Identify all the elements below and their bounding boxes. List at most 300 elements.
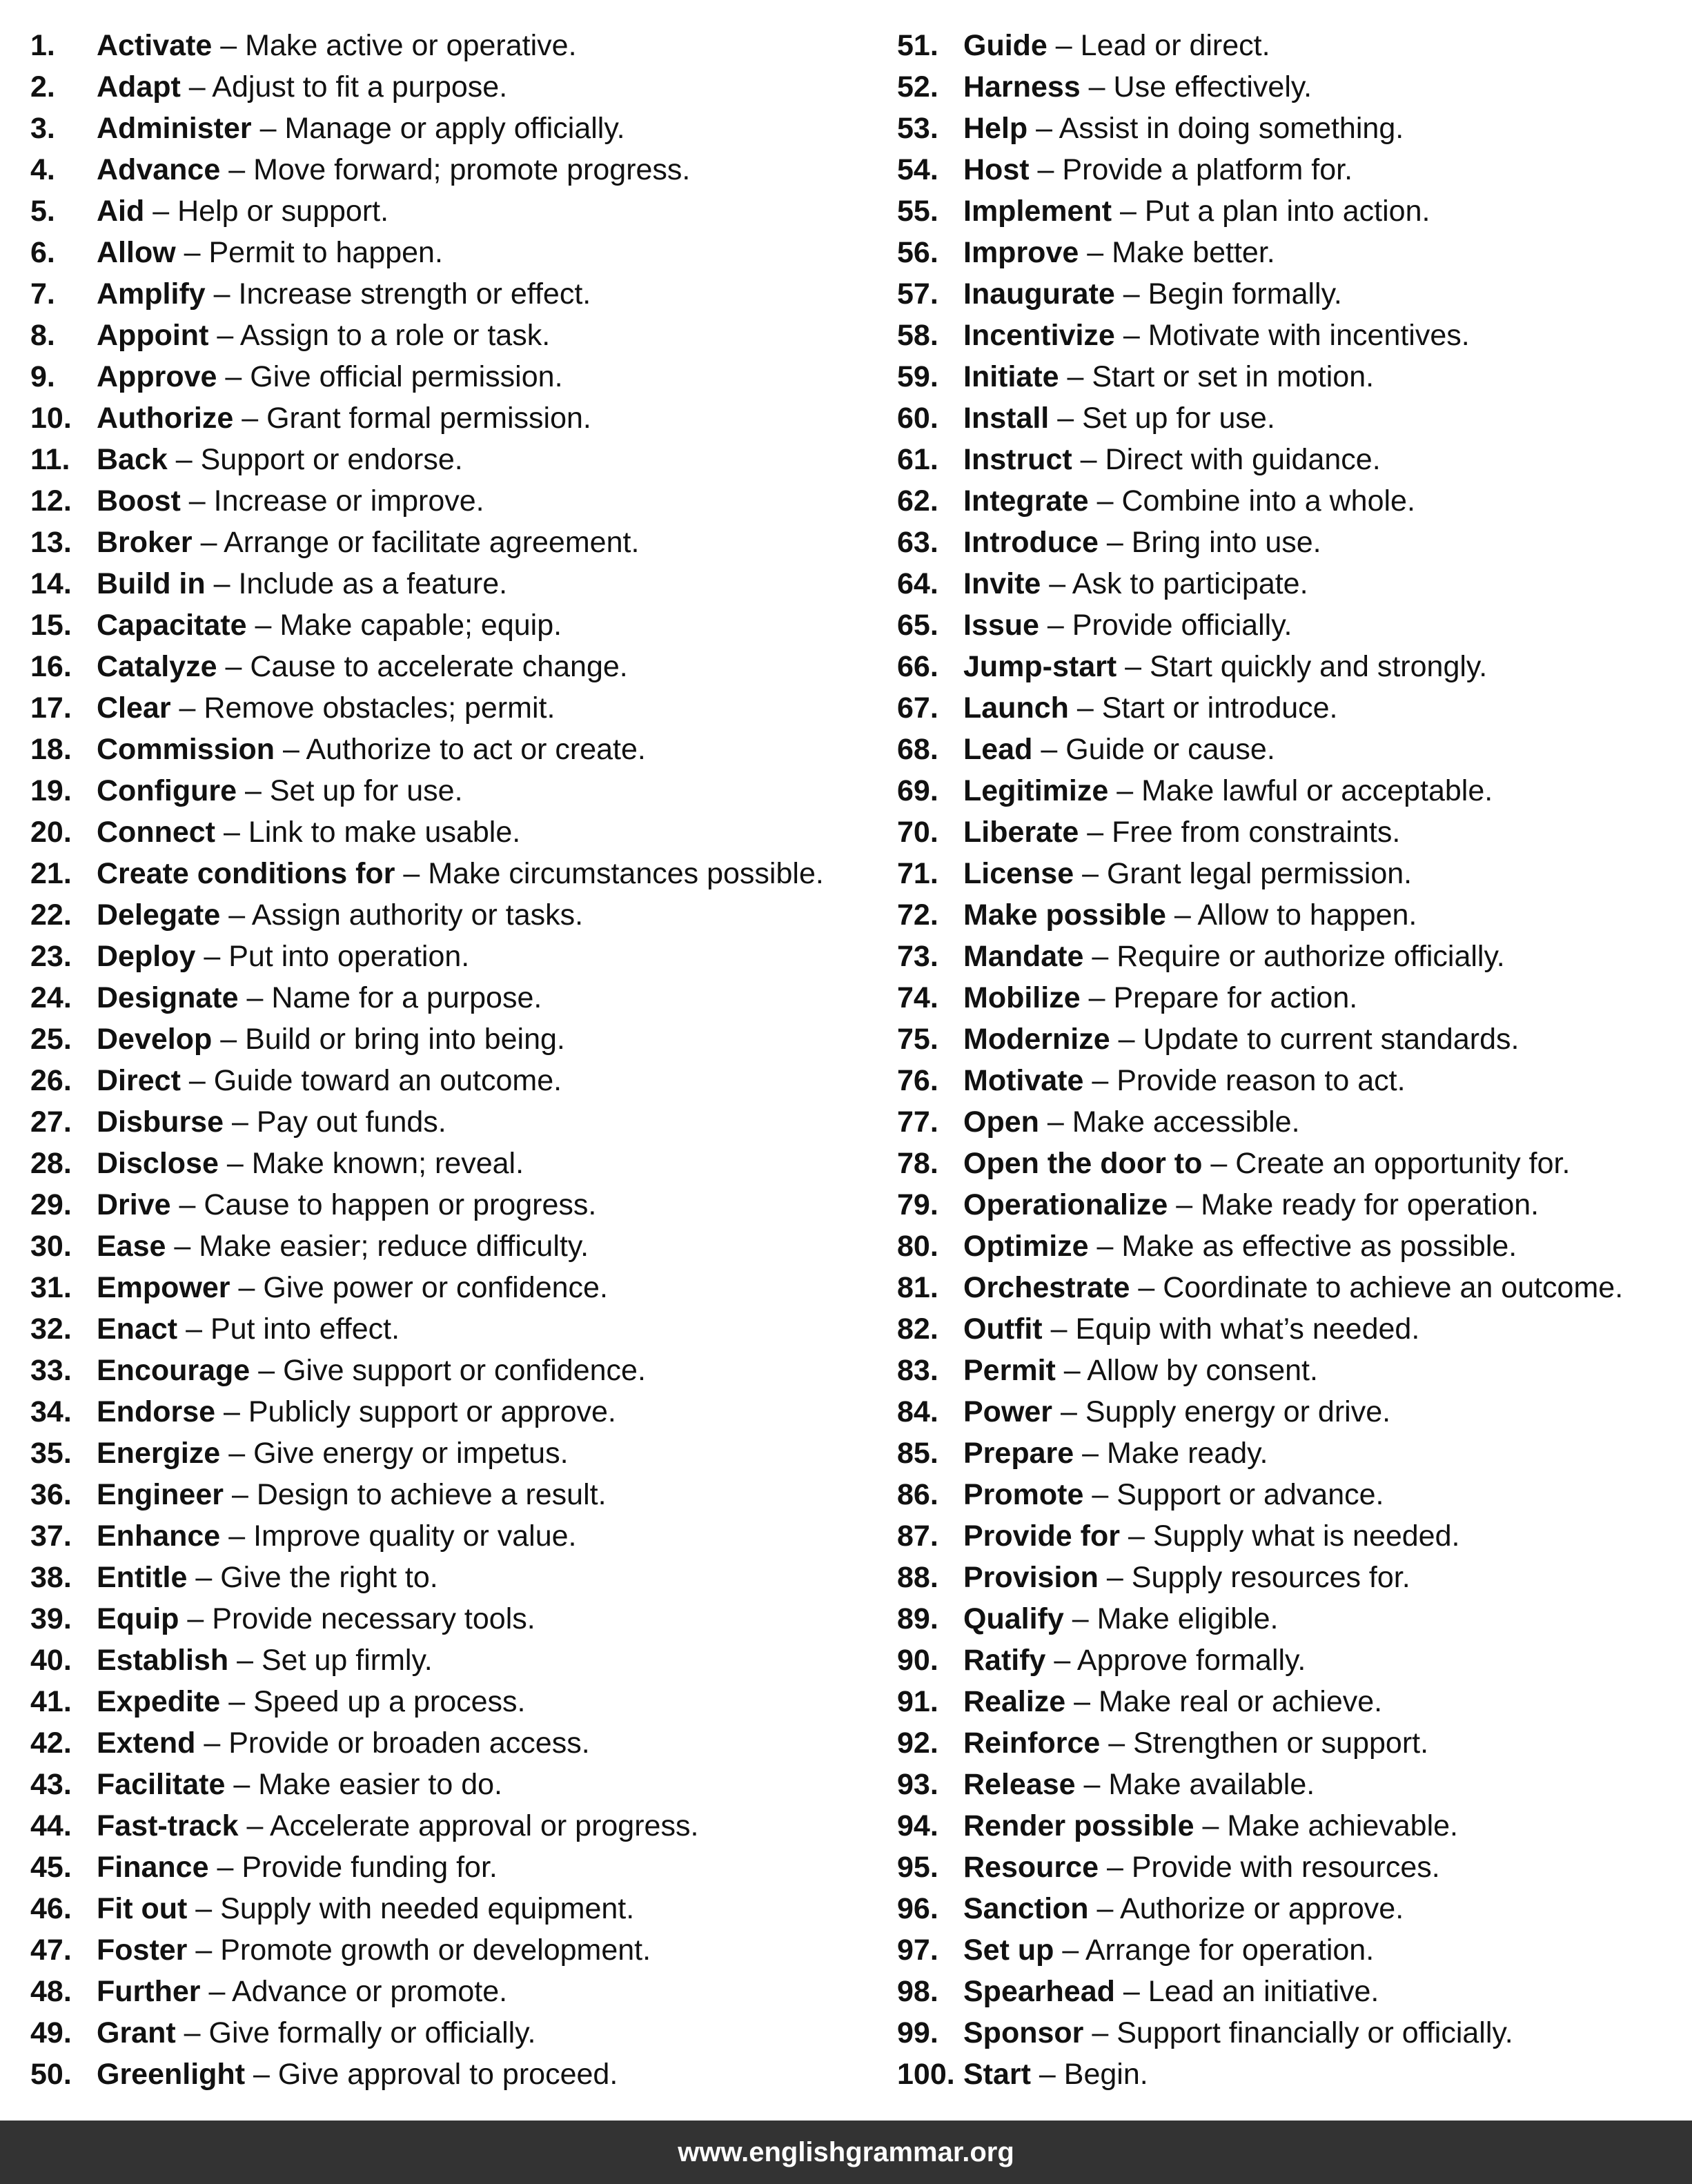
item-definition: Arrange or facilitate agreement.	[224, 526, 640, 559]
item-number: 34.	[30, 1395, 72, 1428]
item-definition: Give official permission.	[250, 360, 563, 393]
item-number: 80.	[897, 1230, 938, 1263]
item-word: Engineer	[97, 1478, 224, 1511]
footer-url[interactable]: www.englishgrammar.org	[678, 2136, 1014, 2167]
item-definition: Provide reason to act.	[1116, 1064, 1406, 1097]
item-number: 50.	[30, 2058, 72, 2091]
item-separator: –	[259, 112, 277, 145]
item-separator: –	[1106, 1851, 1123, 1884]
list-item	[30, 604, 872, 646]
item-word: Outfit	[963, 1312, 1043, 1346]
item-separator: –	[175, 443, 193, 476]
list-item	[30, 1805, 872, 1847]
item-word: Qualify	[963, 1602, 1064, 1635]
item-separator: –	[220, 1023, 237, 1056]
item-word: Provision	[963, 1561, 1099, 1594]
item-separator: –	[184, 236, 201, 269]
item-word: Create conditions for	[97, 857, 395, 890]
item-definition: Make available.	[1108, 1768, 1315, 1801]
item-separator: –	[1092, 2016, 1109, 2049]
item-number: 44.	[30, 1809, 72, 1842]
item-separator: –	[1067, 360, 1084, 393]
item-separator: –	[195, 1934, 213, 1967]
item-definition: Cause to accelerate change.	[250, 650, 628, 683]
item-definition: Make circumstances possible.	[428, 857, 824, 890]
item-number: 71.	[897, 857, 938, 890]
item-separator: –	[1088, 981, 1105, 1014]
item-word: Delegate	[97, 898, 221, 932]
item-separator: –	[1210, 1147, 1228, 1180]
item-separator: –	[228, 153, 246, 186]
item-separator: –	[1123, 1975, 1140, 2008]
item-number: 43.	[30, 1768, 72, 1801]
list-item	[30, 439, 872, 480]
item-number: 95.	[897, 1851, 938, 1884]
item-separator: –	[245, 774, 262, 807]
item-word: Sponsor	[963, 2016, 1084, 2049]
item-separator: –	[237, 1644, 254, 1677]
item-word: Configure	[97, 774, 237, 807]
item-number: 19.	[30, 774, 72, 807]
item-separator: –	[225, 360, 242, 393]
item-separator: –	[1054, 1644, 1071, 1677]
item-definition: Make eligible.	[1096, 1602, 1279, 1635]
item-number: 26.	[30, 1064, 72, 1097]
item-number: 49.	[30, 2016, 72, 2049]
item-definition: Prepare for action.	[1113, 981, 1358, 1014]
item-word: Power	[963, 1395, 1053, 1428]
item-number: 67.	[897, 691, 938, 725]
item-word: Optimize	[963, 1230, 1089, 1263]
item-word: Broker	[97, 526, 193, 559]
list-item	[897, 315, 1684, 356]
list-item	[897, 1143, 1684, 1184]
item-word: Clear	[97, 691, 171, 725]
item-separator: –	[1096, 484, 1114, 518]
item-definition: Accelerate approval or progress.	[269, 1809, 699, 1842]
item-number: 36.	[30, 1478, 72, 1511]
list-item	[30, 770, 872, 811]
list-item	[897, 1267, 1684, 1308]
item-number: 97.	[897, 1934, 938, 1967]
item-number: 63.	[897, 526, 938, 559]
list-item	[897, 439, 1684, 480]
item-separator: –	[233, 1768, 250, 1801]
list-item	[30, 1226, 872, 1267]
list-item	[30, 1847, 872, 1888]
item-number: 45.	[30, 1851, 72, 1884]
item-number: 41.	[30, 1685, 72, 1718]
item-separator: –	[1096, 1230, 1114, 1263]
item-separator: –	[174, 1230, 191, 1263]
item-definition: Give formally or officially.	[208, 2016, 536, 2049]
list-item	[897, 1888, 1684, 1929]
item-number: 8.	[30, 319, 55, 352]
item-definition: Put into effect.	[210, 1312, 400, 1346]
list-item	[30, 729, 872, 770]
item-separator: –	[1118, 1023, 1135, 1056]
item-definition: Support or advance.	[1116, 1478, 1384, 1511]
list-item	[30, 563, 872, 604]
list-item	[897, 1226, 1684, 1267]
item-definition: Approve formally.	[1076, 1644, 1306, 1677]
item-definition: Give energy or impetus.	[253, 1437, 569, 1470]
item-word: Deploy	[97, 940, 196, 973]
item-definition: Supply energy or drive.	[1085, 1395, 1391, 1428]
item-definition: Permit to happen.	[208, 236, 443, 269]
item-separator: –	[204, 1726, 221, 1760]
item-definition: Guide or cause.	[1065, 733, 1275, 766]
item-word: Further	[97, 1975, 201, 2008]
list-item	[897, 894, 1684, 936]
list-item	[30, 2054, 872, 2095]
item-number: 14.	[30, 567, 72, 600]
item-number: 28.	[30, 1147, 72, 1180]
item-word: Facilitate	[97, 1768, 226, 1801]
item-separator: –	[184, 2016, 201, 2049]
item-separator: –	[1138, 1271, 1155, 1304]
item-number: 22.	[30, 898, 72, 932]
item-word: Energize	[97, 1437, 221, 1470]
item-definition: Make known; reveal.	[251, 1147, 524, 1180]
item-number: 93.	[897, 1768, 938, 1801]
item-separator: –	[246, 981, 264, 1014]
item-number: 47.	[30, 1934, 72, 1967]
item-definition: Remove obstacles; permit.	[204, 691, 555, 725]
item-separator: –	[1176, 1188, 1193, 1221]
list-item	[897, 149, 1684, 190]
footer-bar	[0, 2121, 1692, 2184]
item-definition: Provide a platform for.	[1062, 153, 1353, 186]
item-word: Jump-start	[963, 650, 1117, 683]
item-number: 61.	[897, 443, 938, 476]
item-word: Aid	[97, 195, 145, 228]
item-separator: –	[1036, 112, 1053, 145]
list-item	[30, 687, 872, 729]
item-word: Capacitate	[97, 609, 247, 642]
item-definition: Provide necessary tools.	[212, 1602, 535, 1635]
item-separator: –	[195, 1892, 213, 1925]
list-item	[30, 149, 872, 190]
item-definition: Increase strength or effect.	[238, 277, 591, 311]
item-number: 37.	[30, 1519, 72, 1553]
list-item	[30, 1101, 872, 1143]
item-word: Designate	[97, 981, 239, 1014]
list-item	[897, 1515, 1684, 1557]
item-separator: –	[1080, 443, 1097, 476]
list-item	[30, 480, 872, 522]
item-number: 21.	[30, 857, 72, 890]
item-separator: –	[213, 277, 230, 311]
list-item	[897, 1350, 1684, 1391]
item-word: Inaugurate	[963, 277, 1115, 311]
item-word: Encourage	[97, 1354, 250, 1387]
item-separator: –	[1123, 319, 1140, 352]
item-separator: –	[208, 1975, 226, 2008]
list-item	[897, 1060, 1684, 1101]
item-number: 98.	[897, 1975, 938, 2008]
item-number: 62.	[897, 484, 938, 518]
item-separator: –	[217, 319, 234, 352]
item-separator: –	[225, 650, 242, 683]
item-definition: Link to make usable.	[248, 816, 521, 849]
list-item	[30, 1764, 872, 1805]
item-separator: –	[1050, 1312, 1068, 1346]
list-item	[30, 1184, 872, 1226]
item-number: 4.	[30, 153, 55, 186]
item-number: 69.	[897, 774, 938, 807]
list-item	[897, 397, 1684, 439]
item-word: Allow	[97, 236, 176, 269]
item-number: 31.	[30, 1271, 72, 1304]
item-separator: –	[1041, 733, 1058, 766]
item-separator: –	[238, 1271, 255, 1304]
item-separator: –	[228, 1685, 246, 1718]
item-word: Ratify	[963, 1644, 1046, 1677]
item-separator: –	[228, 1519, 246, 1553]
word-list-column-right	[897, 25, 1684, 2095]
item-number: 58.	[897, 319, 938, 352]
item-definition: Start quickly and strongly.	[1150, 650, 1488, 683]
item-number: 25.	[30, 1023, 72, 1056]
list-item	[897, 2054, 1684, 2095]
item-number: 46.	[30, 1892, 72, 1925]
item-word: Enact	[97, 1312, 178, 1346]
item-number: 6.	[30, 236, 55, 269]
item-separator: –	[1061, 1395, 1077, 1428]
item-word: Integrate	[963, 484, 1089, 518]
item-definition: Support financially or officially.	[1116, 2016, 1513, 2049]
item-definition: Support or endorse.	[200, 443, 463, 476]
item-word: Orchestrate	[963, 1271, 1130, 1304]
item-word: Back	[97, 443, 168, 476]
item-word: Commission	[97, 733, 275, 766]
item-separator: –	[1057, 402, 1074, 435]
item-separator: –	[1108, 1726, 1125, 1760]
item-separator: –	[1047, 1105, 1064, 1139]
item-word: Boost	[97, 484, 181, 518]
item-separator: –	[186, 1312, 202, 1346]
item-number: 82.	[897, 1312, 938, 1346]
item-word: Activate	[97, 29, 213, 62]
item-separator: –	[217, 1851, 234, 1884]
item-number: 59.	[897, 360, 938, 393]
item-definition: Allow by consent.	[1087, 1354, 1318, 1387]
list-item	[30, 315, 872, 356]
item-number: 78.	[897, 1147, 938, 1180]
item-number: 7.	[30, 277, 55, 311]
item-word: Endorse	[97, 1395, 216, 1428]
item-separator: –	[1083, 1768, 1101, 1801]
item-word: Provide for	[963, 1519, 1120, 1553]
list-item	[30, 977, 872, 1019]
item-number: 27.	[30, 1105, 72, 1139]
item-definition: Improve quality or value.	[253, 1519, 577, 1553]
item-definition: Design to achieve a result.	[256, 1478, 607, 1511]
item-word: Launch	[963, 691, 1069, 725]
item-definition: Manage or apply officially.	[284, 112, 625, 145]
item-number: 79.	[897, 1188, 938, 1221]
item-separator: –	[283, 733, 299, 766]
item-word: Disclose	[97, 1147, 219, 1180]
list-item	[30, 190, 872, 232]
item-separator: –	[246, 1809, 264, 1842]
item-word: Ease	[97, 1230, 166, 1263]
list-item	[897, 1391, 1684, 1433]
item-separator: –	[220, 29, 237, 62]
list-item	[897, 1474, 1684, 1515]
item-word: Permit	[963, 1354, 1056, 1387]
item-word: Reinforce	[963, 1726, 1101, 1760]
list-item	[897, 522, 1684, 563]
item-number: 30.	[30, 1230, 72, 1263]
item-number: 9.	[30, 360, 55, 393]
item-definition: Move forward; promote progress.	[253, 153, 691, 186]
item-number: 60.	[897, 402, 938, 435]
item-word: Host	[963, 153, 1030, 186]
item-word: Expedite	[97, 1685, 221, 1718]
list-item	[897, 1640, 1684, 1681]
item-definition: Authorize or approve.	[1120, 1892, 1404, 1925]
item-word: Finance	[97, 1851, 209, 1884]
list-item	[30, 1557, 872, 1598]
item-separator: –	[1074, 1685, 1091, 1718]
list-item	[30, 273, 872, 315]
item-definition: Pay out funds.	[256, 1105, 446, 1139]
item-separator: –	[1087, 236, 1104, 269]
item-word: Liberate	[963, 816, 1079, 849]
item-number: 87.	[897, 1519, 938, 1553]
item-number: 1.	[30, 29, 55, 62]
list-item	[897, 1971, 1684, 2012]
item-definition: Make ready for operation.	[1201, 1188, 1539, 1221]
item-word: Grant	[97, 2016, 176, 2049]
list-item	[30, 1308, 872, 1350]
item-word: Fast-track	[97, 1809, 239, 1842]
item-definition: Make capable; equip.	[279, 609, 562, 642]
item-number: 72.	[897, 898, 938, 932]
item-word: Connect	[97, 816, 215, 849]
item-definition: Motivate with incentives.	[1148, 319, 1470, 352]
item-definition: Supply with needed equipment.	[220, 1892, 635, 1925]
list-item	[30, 811, 872, 853]
item-number: 20.	[30, 816, 72, 849]
item-separator: –	[1092, 1478, 1109, 1511]
item-separator: –	[188, 1064, 206, 1097]
item-word: Modernize	[963, 1023, 1110, 1056]
list-item	[897, 1805, 1684, 1847]
item-definition: Assign authority or tasks.	[251, 898, 584, 932]
list-item	[30, 1640, 872, 1681]
item-definition: Include as a feature.	[238, 567, 508, 600]
item-definition: Begin.	[1063, 2058, 1148, 2091]
list-item	[30, 1929, 872, 1971]
item-separator: –	[223, 816, 240, 849]
item-definition: Guide toward an outcome.	[213, 1064, 562, 1097]
item-definition: Make lawful or acceptable.	[1141, 774, 1493, 807]
item-definition: Make active or operative.	[245, 29, 577, 62]
item-number: 77.	[897, 1105, 938, 1139]
item-separator: –	[224, 1395, 240, 1428]
item-number: 94.	[897, 1809, 938, 1842]
item-number: 52.	[897, 70, 938, 104]
list-item	[897, 1308, 1684, 1350]
item-separator: –	[1092, 940, 1109, 973]
item-number: 55.	[897, 195, 938, 228]
item-definition: Allow to happen.	[1197, 898, 1417, 932]
item-word: Issue	[963, 609, 1039, 642]
item-number: 48.	[30, 1975, 72, 2008]
item-separator: –	[188, 70, 206, 104]
list-item	[897, 936, 1684, 977]
list-item	[897, 273, 1684, 315]
list-item	[30, 25, 872, 66]
list-item	[897, 1929, 1684, 1971]
item-separator: –	[1128, 1519, 1145, 1553]
item-word: Guide	[963, 29, 1047, 62]
list-item	[897, 604, 1684, 646]
item-number: 99.	[897, 2016, 938, 2049]
list-item	[30, 1267, 872, 1308]
item-number: 39.	[30, 1602, 72, 1635]
item-definition: Set up firmly.	[262, 1644, 433, 1677]
item-definition: Set up for use.	[1082, 402, 1275, 435]
item-number: 33.	[30, 1354, 72, 1387]
item-definition: Coordinate to achieve an outcome.	[1163, 1271, 1624, 1304]
list-item	[897, 1722, 1684, 1764]
item-separator: –	[1049, 567, 1066, 600]
item-word: Authorize	[97, 402, 234, 435]
item-separator: –	[204, 940, 221, 973]
list-item	[30, 646, 872, 687]
item-definition: Publicly support or approve.	[248, 1395, 616, 1428]
item-separator: –	[1125, 650, 1142, 683]
list-item	[30, 1019, 872, 1060]
item-definition: Make better.	[1112, 236, 1275, 269]
list-item	[897, 232, 1684, 273]
item-number: 29.	[30, 1188, 72, 1221]
item-word: Catalyze	[97, 650, 217, 683]
item-word: Foster	[97, 1934, 188, 1967]
item-word: Instruct	[963, 443, 1072, 476]
item-word: Improve	[963, 236, 1079, 269]
item-word: Set up	[963, 1934, 1054, 1967]
item-definition: Bring into use.	[1131, 526, 1321, 559]
item-definition: Authorize to act or create.	[306, 733, 646, 766]
item-number: 68.	[897, 733, 938, 766]
item-definition: Put a plan into action.	[1144, 195, 1430, 228]
list-item	[897, 1101, 1684, 1143]
item-word: Extend	[97, 1726, 196, 1760]
list-item	[897, 66, 1684, 108]
word-list-column-left	[30, 25, 872, 2095]
item-definition: Build or bring into being.	[245, 1023, 565, 1056]
list-item	[30, 936, 872, 977]
item-separator: –	[1037, 153, 1054, 186]
item-number: 100.	[897, 2058, 955, 2091]
list-item	[897, 770, 1684, 811]
item-definition: Make as effective as possible.	[1121, 1230, 1517, 1263]
list-item	[30, 1060, 872, 1101]
item-separator: –	[242, 402, 259, 435]
list-item	[30, 1350, 872, 1391]
item-word: Promote	[963, 1478, 1084, 1511]
item-definition: Cause to happen or progress.	[204, 1188, 597, 1221]
item-word: Greenlight	[97, 2058, 246, 2091]
item-separator: –	[1106, 1561, 1123, 1594]
list-item	[897, 25, 1684, 66]
item-definition: Adjust to fit a purpose.	[212, 70, 508, 104]
